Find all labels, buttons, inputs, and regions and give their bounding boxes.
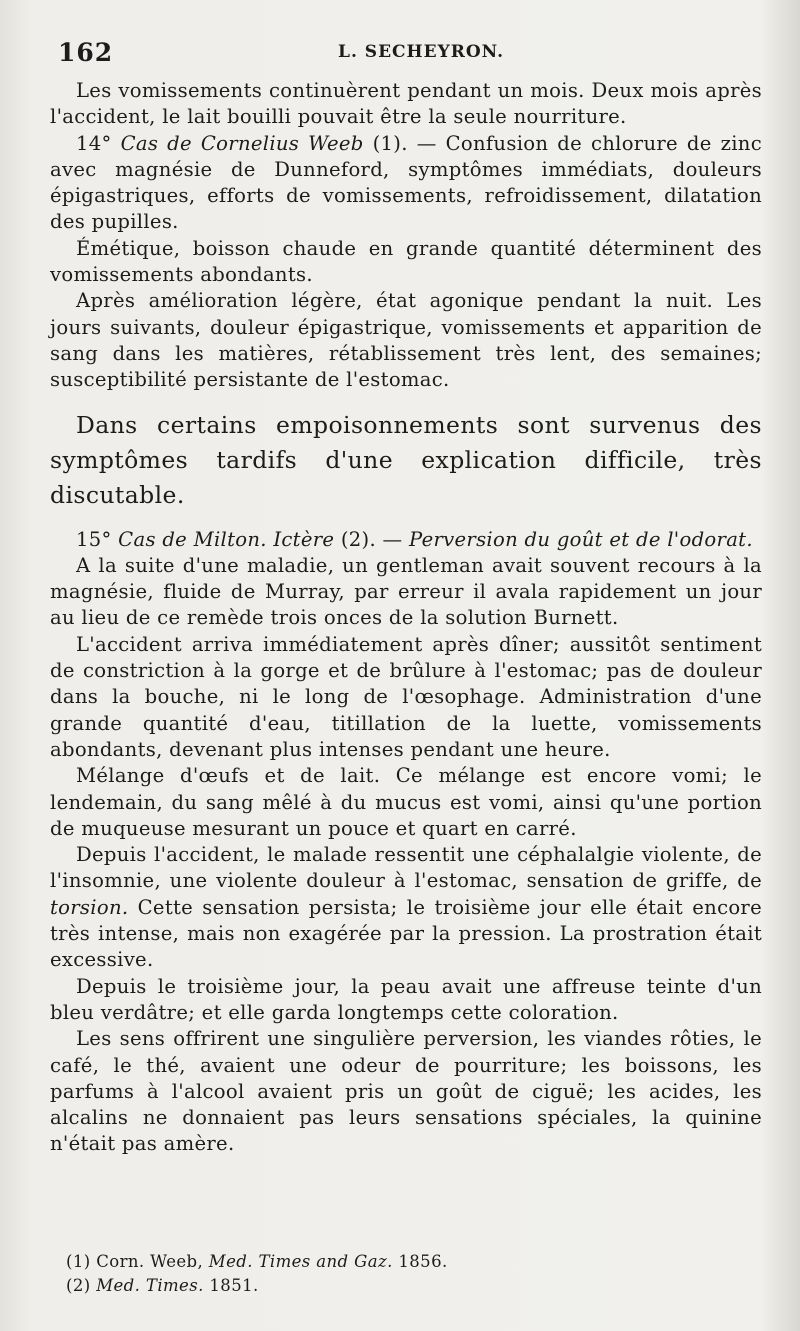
- paragraph-8: [50, 632, 762, 763]
- paragraph-10: [50, 842, 762, 973]
- paragraph-1: [50, 78, 762, 131]
- section-statement: [50, 408, 762, 513]
- footnote-1-journal: Med. Times and Gaz.: [208, 1252, 393, 1271]
- page-header: [58, 38, 760, 68]
- page-number: 162: [58, 38, 114, 67]
- paragraph-7: [50, 553, 762, 632]
- body-text: [50, 78, 762, 1158]
- case-15-subtitle: Perversion du goût et de l'odorat.: [408, 527, 753, 551]
- case-15-number: 15°: [76, 527, 119, 551]
- footnote-2-year: 1851.: [203, 1276, 259, 1295]
- paragraph-10-text-a: Depuis l'accident, le malade ressentit une céphalalgie violente, de l'insomnie, une violente douleur à l'estomac, sensation de griffe, de: [50, 843, 762, 893]
- case-14-number: 14°: [76, 131, 121, 155]
- paragraph-9: [50, 763, 762, 842]
- footnote-1: [66, 1250, 666, 1274]
- paragraph-4-text: Après amélioration légère, état agonique pendant la nuit. Les jours suivants, douleur épigastrique, vomissements et apparition de sang dans les matières, rétablissement très lent, des semaines; susceptibilité persistante de l'estomac.: [50, 289, 762, 392]
- case-15-heading: [50, 527, 762, 553]
- footnote-2-lead: (2): [66, 1276, 97, 1295]
- paragraph-7-text: A la suite d'une maladie, un gentleman avait souvent recours à la magnésie, fluide de Murray, par erreur il avala rapidement un jour au lieu de ce remède trois onces de la solution Burnett.: [50, 553, 762, 630]
- footnote-2-journal: Med. Times.: [96, 1276, 204, 1295]
- section-statement-text: Dans certains empoisonnements sont survenus des symptômes tardifs d'une explication difficile, très discutable.: [50, 410, 762, 509]
- case-15-ref: (2). —: [334, 527, 409, 551]
- footnotes: [66, 1250, 666, 1298]
- paragraph-12: [50, 1026, 762, 1157]
- case-14-text: (1). — Confusion de chlorure de zinc avec magnésie de Dunneford, symptômes immédiats, douleurs épigastriques, efforts de vomissements, refroidissement, dilatation des pupilles.: [50, 131, 762, 234]
- paragraph-3: [50, 236, 762, 289]
- paragraph-10-text-b: Cette sensation persista; le troisième jour elle était encore très intense, mais non exagérée par la pression. La prostration était excessive.: [50, 895, 762, 972]
- case-14-title: Cas de Cornelius Weeb: [120, 131, 364, 155]
- case-15-title: Cas de Milton. Ictère: [118, 527, 335, 551]
- paragraph-9-text: Mélange d'œufs et de lait. Ce mélange est encore vomi; le lendemain, du sang mêlé à du mucus est vomi, ainsi qu'une portion de muqueuse mesurant un pouce et quart en carré.: [50, 764, 762, 840]
- running-title: L. SECHEYRON.: [338, 42, 505, 62]
- footnote-1-lead: (1) Corn. Weeb,: [66, 1252, 209, 1271]
- paragraph-4: [50, 288, 762, 393]
- case-14-heading: [50, 131, 762, 236]
- paragraph-12-text: Les sens offrirent une singulière perversion, les viandes rôties, le café, le thé, avaient une odeur de pourriture; les boissons, les parfums à l'alcool avaient pris un goût de ciguë; les acides, les alcalins ne donnaient pas leurs sensations spéciales, la quinine n'était pas amère.: [50, 1027, 762, 1156]
- footnote-2: [66, 1274, 666, 1298]
- paragraph-10-italic: torsion.: [50, 895, 129, 919]
- paragraph-1-text: Les vomissements continuèrent pendant un mois. Deux mois après l'accident, le lait bouilli pouvait être la seule nourriture.: [50, 79, 762, 129]
- paragraph-11-text: Depuis le troisième jour, la peau avait une affreuse teinte d'un bleu verdâtre; et elle garda longtemps cette coloration.: [50, 974, 762, 1024]
- paragraph-8-text: L'accident arriva immédiatement après dîner; aussitôt sentiment de constriction à la gorge et de brûlure à l'estomac; pas de douleur dans la bouche, ni le long de l'œsophage. Administration d'une grande quantité d'eau, titillation de la luette, vomissements abondants, devenant plus intenses pendant une heure.: [50, 632, 762, 761]
- footnote-1-year: 1856.: [392, 1252, 448, 1271]
- paragraph-3-text: Émétique, boisson chaude en grande quantité déterminent des vomissements abondants.: [50, 236, 762, 287]
- paragraph-11: [50, 974, 762, 1027]
